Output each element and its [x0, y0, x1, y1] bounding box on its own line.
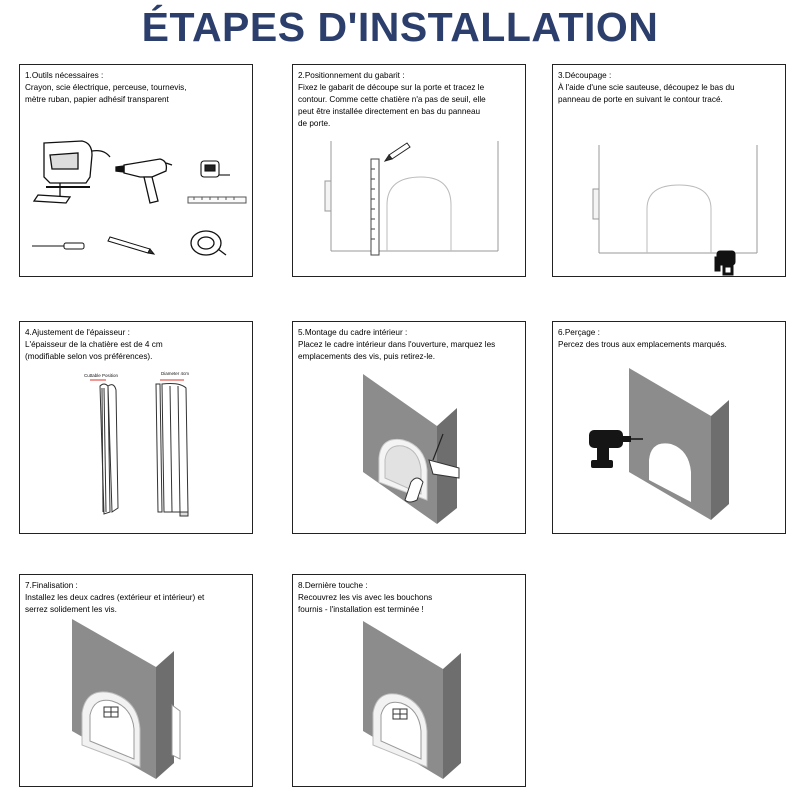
step-3-description: À l'aide d'une scie sauteuse, découpez le bas du panneau de porte en suivant le contour tracé.	[558, 83, 735, 104]
door-outline	[325, 141, 498, 251]
step-1-panel	[19, 64, 253, 277]
thickness-illustration	[20, 322, 253, 534]
door-edge	[443, 653, 461, 779]
template-illustration	[293, 65, 526, 277]
ruler-icon	[188, 197, 246, 203]
door-edge	[711, 400, 729, 520]
step-6-title: 6.Perçage :	[558, 328, 600, 337]
tape-measure-icon	[201, 161, 230, 177]
step-4-title: 4.Ajustement de l'épaisseur :	[25, 328, 130, 337]
drilling-illustration	[553, 322, 786, 534]
step-5-panel	[292, 321, 526, 534]
window-icon	[104, 707, 118, 717]
step-3-panel	[552, 64, 786, 277]
adhesive-tape-icon	[191, 231, 226, 255]
step-5-title: 5.Montage du cadre intérieur :	[298, 328, 408, 337]
frame-mounting-illustration	[293, 322, 526, 534]
jigsaw-icon	[34, 141, 110, 203]
cutting-illustration	[553, 65, 786, 277]
step-7-title: 7.Finalisation :	[25, 581, 78, 590]
tools-illustration	[20, 65, 253, 277]
step-8-description: Recouvrez les vis avec les bouchons fournis - l'installation est terminée !	[298, 593, 433, 614]
step-1-title: 1.Outils nécessaires :	[25, 71, 104, 80]
step-2-description: Fixez le gabarit de découpe sur la porte et tracez le contour. Comme cette chatière n'a pas de seuil, elle peut être installée directement en bas du panneau de porte.	[298, 83, 486, 128]
pencil-icon	[385, 143, 410, 161]
step-8-panel	[292, 574, 526, 787]
step-7-description: Installez les deux cadres (extérieur et intérieur) et serrez solidement les vis.	[25, 593, 205, 614]
finalization-illustration	[20, 575, 253, 787]
step-6-description: Percez des trous aux emplacements marqués.	[558, 340, 727, 349]
window-icon	[393, 709, 407, 719]
step-2-panel	[292, 64, 526, 277]
step-3-title: 3.Découpage :	[558, 71, 612, 80]
step-4-description: L'épaisseur de la chatière est de 4 cm (modifiable selon vos préférences).	[25, 340, 163, 361]
pencil-icon	[108, 237, 154, 254]
screwdriver-icon	[32, 243, 84, 249]
tunnel-side-view-1	[100, 384, 118, 514]
step-1-description: Crayon, scie électrique, perceuse, tournevis, mètre ruban, papier adhésif transparent	[25, 83, 187, 104]
page-title: ÉTAPES D'INSTALLATION	[141, 4, 659, 50]
inner-frame-side	[172, 705, 180, 759]
step-6-panel	[552, 321, 786, 534]
final-touch-illustration	[293, 575, 526, 787]
tunnel-side-view-2	[156, 384, 188, 517]
diameter-label: Diameter 4cm	[161, 371, 190, 376]
cuttable-position-label: Cuttable Position	[84, 373, 119, 378]
step-5-description: Placez le cadre intérieur dans l'ouverture, marquez les emplacements des vis, puis retirez-le.	[298, 340, 496, 361]
step-7-panel	[19, 574, 253, 787]
step-8-title: 8.Dernière touche :	[298, 581, 368, 590]
step-4-panel	[19, 321, 253, 534]
door-edge	[156, 651, 174, 779]
jigsaw-icon	[715, 251, 735, 275]
door-outline	[593, 145, 757, 253]
ruler-icon	[371, 159, 379, 255]
glue-gun-icon	[116, 159, 172, 203]
cut-outline	[647, 185, 711, 253]
template-outline	[387, 177, 451, 251]
step-2-title: 2.Positionnement du gabarit :	[298, 71, 405, 80]
